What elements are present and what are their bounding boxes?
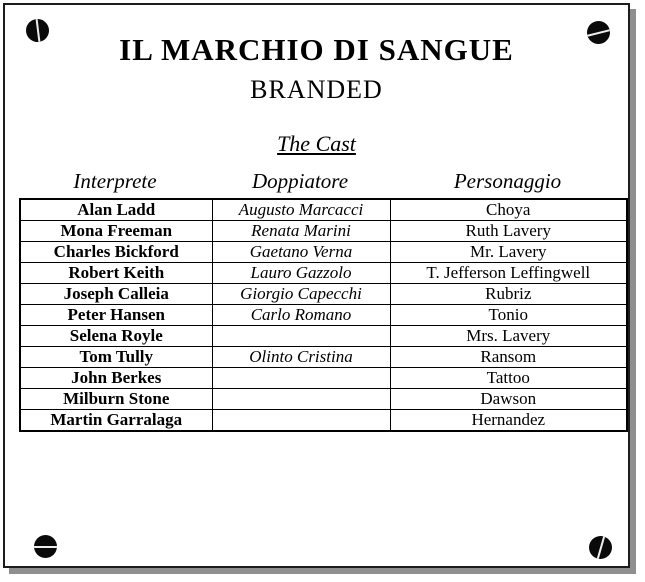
cast-cell-doppiatore [212,368,390,389]
table-row [20,284,627,305]
cast-cell-doppiatore: Olinto Cristina [212,347,390,368]
cast-cell-interprete: Selena Royle [20,326,212,347]
table-row [20,389,627,410]
cast-cell-personaggio: Dawson [390,389,627,410]
cast-cell-personaggio: Tattoo [390,368,627,389]
cast-cell-interprete: Joseph Calleia [20,284,212,305]
screw-bottom-left-icon [34,535,57,558]
screw-bottom-right-icon [586,533,614,561]
cast-cell-personaggio: Ruth Lavery [390,221,627,242]
cast-cell-personaggio: Mr. Lavery [390,242,627,263]
cast-cell-interprete: Milburn Stone [20,389,212,410]
cast-cell-doppiatore: Gaetano Verna [212,242,390,263]
cast-cell-doppiatore [212,326,390,347]
cast-cell-interprete: John Berkes [20,368,212,389]
table-row [20,242,627,263]
cast-cell-interprete: Peter Hansen [20,305,212,326]
table-row [20,326,627,347]
column-headers [19,167,626,195]
page-subtitle: BRANDED [250,75,383,104]
cast-cell-doppiatore [212,389,390,410]
cast-plaque [3,3,630,568]
cast-cell-interprete: Martin Garralaga [20,410,212,432]
cast-cell-personaggio: T. Jefferson Leffingwell [390,263,627,284]
cast-cell-interprete: Alan Ladd [20,199,212,221]
cast-cell-doppiatore [212,410,390,432]
cast-cell-personaggio: Hernandez [390,410,627,432]
table-row [20,263,627,284]
table-row [20,368,627,389]
cast-cell-interprete: Charles Bickford [20,242,212,263]
cast-cell-interprete: Mona Freeman [20,221,212,242]
cast-cell-doppiatore: Carlo Romano [212,305,390,326]
cast-cell-personaggio: Rubriz [390,284,627,305]
table-row [20,410,627,432]
table-row [20,199,627,221]
cast-cell-personaggio: Mrs. Lavery [390,326,627,347]
page-title: IL MARCHIO DI SANGUE [119,32,514,67]
cast-cell-personaggio: Ransom [390,347,627,368]
cast-cell-interprete: Robert Keith [20,263,212,284]
table-row [20,305,627,326]
column-header-interprete: Interprete [73,169,157,193]
cast-cell-doppiatore: Augusto Marcacci [212,199,390,221]
section-heading [5,129,628,159]
cast-cell-doppiatore: Lauro Gazzolo [212,263,390,284]
table-row [20,347,627,368]
column-header-doppiatore: Doppiatore [251,169,349,193]
section-heading-text: The Cast [277,131,356,156]
table-row [20,221,627,242]
cast-cell-personaggio: Choya [390,199,627,221]
cast-cell-interprete: Tom Tully [20,347,212,368]
cast-cell-doppiatore: Renata Marini [212,221,390,242]
cast-cell-personaggio: Tonio [390,305,627,326]
column-header-personaggio: Personaggio [453,169,562,193]
cast-table [19,198,628,432]
cast-cell-doppiatore: Giorgio Capecchi [212,284,390,305]
